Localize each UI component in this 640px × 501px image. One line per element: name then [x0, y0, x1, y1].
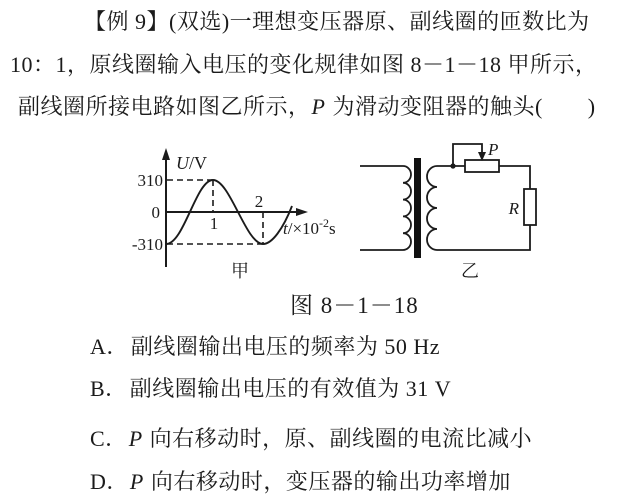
option-c-label: C． [90, 426, 128, 451]
option-d-var: P [129, 469, 144, 494]
option-d-label: D． [90, 469, 129, 494]
panel-label-jia: 甲 [231, 261, 249, 281]
voltage-graph [132, 148, 336, 281]
resistor-r [524, 189, 536, 225]
ytick-0: 0 [151, 203, 160, 222]
problem-line-3-suffix: 为滑动变阻器的触头( ) [326, 94, 596, 119]
slider-label-p: P [488, 140, 499, 159]
option-d [90, 469, 511, 495]
problem-line-3-prefix: 副线圈所接电路如图乙所示， [18, 94, 311, 119]
variable-p: P [311, 94, 326, 119]
option-c [90, 426, 532, 452]
panel-label-yi: 乙 [461, 261, 479, 281]
option-b-text: 副线圈输出电压的有效值为 31 V [129, 376, 452, 401]
problem-line-3 [18, 94, 596, 120]
xtick-2: 2 [254, 192, 264, 211]
right-top-wire [499, 166, 530, 189]
t-axis-arrow-icon [296, 208, 308, 216]
option-a-text: 副线圈输出电压的频率为 50 Hz [130, 334, 441, 359]
option-c-text: 向右移动时，原、副线圈的电流比减小 [143, 426, 533, 451]
slider-arm[interactable] [453, 144, 482, 166]
option-b [90, 376, 451, 402]
option-a [90, 334, 440, 360]
resistor-label-r: R [508, 199, 519, 218]
option-c-var: P [128, 426, 143, 451]
ytick-neg310: -310 [131, 235, 163, 254]
option-d-text: 向右移动时，变压器的输出功率增加 [144, 469, 511, 494]
y-axis-label: U/V [176, 153, 207, 173]
transformer-circuit [360, 140, 536, 281]
u-axis-arrow-icon [162, 148, 170, 160]
bottom-wire [437, 225, 530, 250]
xtick-1: 1 [209, 214, 219, 233]
ytick-310: 310 [137, 171, 163, 190]
secondary-coil [427, 166, 437, 250]
figure-8-1-18 [0, 130, 640, 285]
option-b-label: B． [90, 376, 128, 401]
x-axis-label: $t/\times 10^{-2}s$ [283, 216, 336, 238]
primary-coil [403, 166, 411, 250]
iron-core [414, 158, 421, 258]
figure-caption: 图 8－1－18 [290, 293, 419, 318]
problem-line-2: 10：1，原线圈输入电压的变化规律如图 8－1－18 甲所示， [10, 52, 598, 77]
problem-line-1: 【例 9】(双选)一理想变压器原、副线圈的匝数比为 [84, 9, 590, 34]
rheostat[interactable] [465, 160, 499, 172]
option-a-label: A． [90, 334, 129, 359]
